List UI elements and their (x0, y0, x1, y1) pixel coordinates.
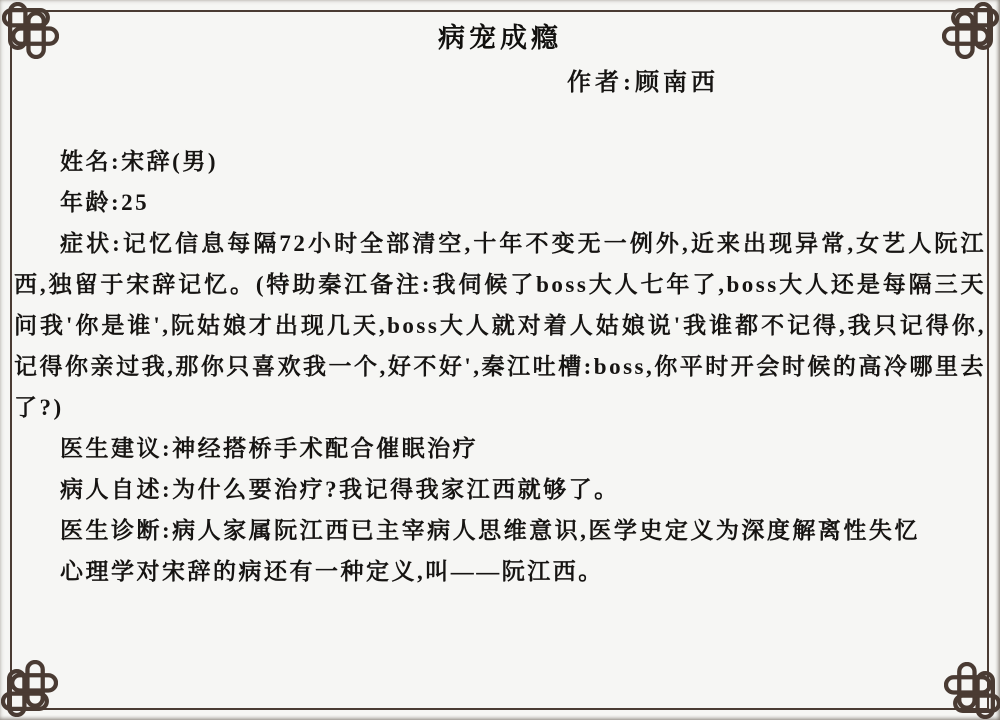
patient-statement-line: 病人自述:为什么要治疗?我记得我家江西就够了。 (60, 477, 620, 502)
diagnosis-paragraph: 医生诊断:病人家属阮江西已主宰病人思维意识,医学史定义为深度解离性失忆 (60, 518, 920, 543)
chinese-knot-icon (944, 662, 1000, 719)
page-content (14, 16, 986, 592)
chinese-knot-icon (1, 660, 58, 717)
author-line: 作者:顾南西 (567, 70, 719, 96)
character-profile-text (14, 141, 986, 592)
novel-title: 病宠成瘾 (438, 23, 562, 53)
doctor-advice-line: 医生建议:神经搭桥手术配合催眠治疗 (60, 436, 479, 461)
psychology-definition-line: 心理学对宋辞的病还有一种定义,叫——阮江西。 (60, 559, 604, 584)
author-row (14, 67, 986, 99)
symptom-paragraph: 症状:记忆信息每隔72小时全部清空,十年不变无一例外,近来出现异常,女艺人阮江西,独留于宋辞记忆。(特助秦江备注:我伺候了boss大人七年了,boss大人还是每隔三天问我'你是谁',阮姑娘才出现几天,boss大人就对着人姑娘说'我谁都不记得,我只记得你,记得你亲过我,那你只喜欢我一个,好不好',秦江吐槽:boss,你平时开会时候的高冷哪里去了?) (14, 231, 986, 420)
name-line: 姓名:宋辞(男) (60, 149, 218, 174)
age-line: 年龄:25 (60, 190, 150, 215)
